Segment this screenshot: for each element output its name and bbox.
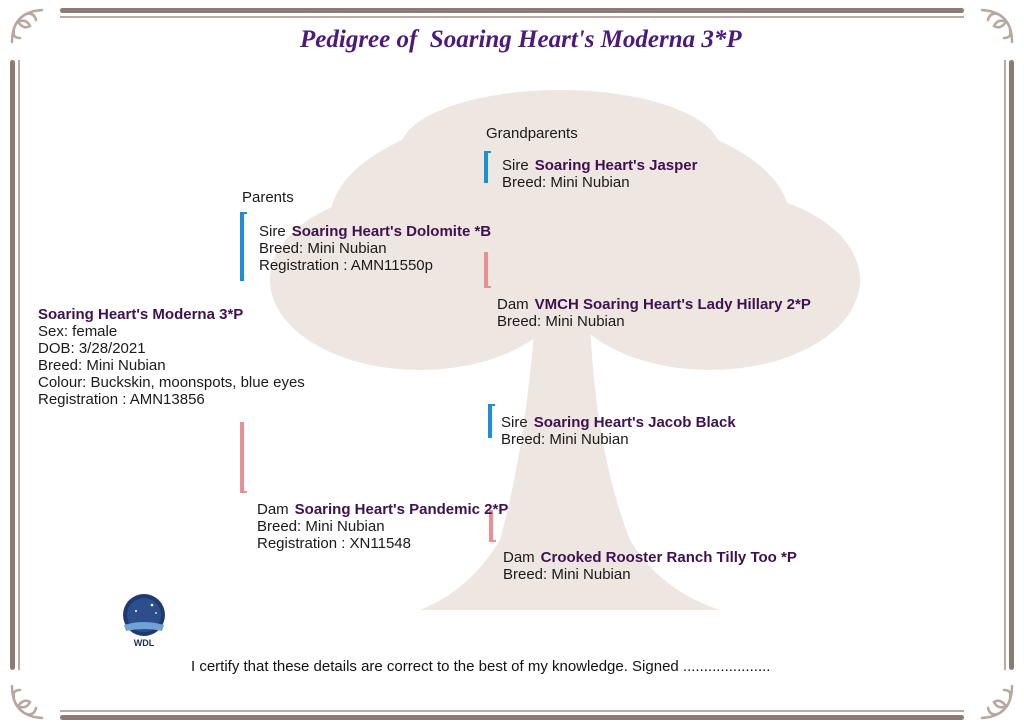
page-title: Pedigree of Soaring Heart's Moderna 3*P: [300, 26, 742, 53]
dam-role: Dam: [257, 501, 289, 518]
sire-sire-breed: Breed: Mini Nubian: [502, 174, 630, 191]
dam-bracket: [240, 422, 244, 493]
sire-name: Soaring Heart's Dolomite *B: [291, 223, 492, 240]
frame-bottom-border: [60, 715, 964, 720]
corner-ornament-bottom-left-icon: [4, 666, 64, 726]
dam-dam-name: Crooked Rooster Ranch Tilly Too *P: [540, 549, 797, 566]
sire-breed: Breed: Mini Nubian: [259, 240, 387, 257]
sire-role: Sire: [259, 223, 286, 240]
parents-label: Parents: [242, 189, 294, 206]
logo-text: WDL: [133, 638, 155, 648]
sire-entry: [259, 223, 491, 274]
sire-registration: Registration : AMN11550p: [259, 257, 433, 274]
dam-sire-bracket: [488, 404, 492, 438]
moon-logo-icon: [116, 593, 172, 639]
wdl-logo: [116, 593, 172, 651]
subject-details: [38, 306, 308, 408]
frame-top-border: [60, 8, 964, 13]
sire-bracket: [240, 212, 244, 281]
sire-dam-name: VMCH Soaring Heart's Lady Hillary 2*P: [534, 296, 811, 313]
dam-entry: [257, 501, 508, 552]
dam-dam-entry: [503, 549, 797, 583]
certification-statement: I certify that these details are correct to the best of my knowledge. Signed .....................: [191, 658, 771, 675]
corner-ornament-top-right-icon: [960, 2, 1020, 62]
dam-dam-breed: Breed: Mini Nubian: [503, 566, 631, 583]
dam-breed: Breed: Mini Nubian: [257, 518, 385, 535]
dam-sire-role: Sire: [501, 414, 528, 431]
dam-name: Soaring Heart's Pandemic 2*P: [294, 501, 509, 518]
subject-breed: Breed: Mini Nubian: [38, 357, 166, 374]
corner-ornament-top-left-icon: [4, 2, 64, 62]
dam-dam-role: Dam: [503, 549, 535, 566]
subject-colour: Colour: Buckskin, moonspots, blue eyes: [38, 374, 305, 391]
sire-sire-entry: [502, 157, 698, 191]
sire-sire-bracket: [484, 151, 488, 183]
corner-ornament-bottom-right-icon: [960, 666, 1020, 726]
subject-name: Soaring Heart's Moderna 3*P: [38, 306, 244, 323]
dam-registration: Registration : XN11548: [257, 535, 411, 552]
sire-sire-role: Sire: [502, 157, 529, 174]
sire-dam-entry: [497, 296, 811, 330]
subject-dob: DOB: 3/28/2021: [38, 340, 146, 357]
subject-registration: Registration : AMN13856: [38, 391, 205, 408]
dam-sire-name: Soaring Heart's Jacob Black: [533, 414, 736, 431]
sire-dam-role: Dam: [497, 296, 529, 313]
frame-bottom-inner-border: [60, 710, 964, 712]
subject-sex: Sex: female: [38, 323, 118, 340]
frame-left-border: [10, 60, 15, 670]
dam-sire-entry: [501, 414, 736, 448]
grandparents-label: Grandparents: [486, 125, 578, 142]
dam-sire-breed: Breed: Mini Nubian: [501, 431, 629, 448]
frame-right-border: [1009, 60, 1014, 670]
sire-dam-breed: Breed: Mini Nubian: [497, 313, 625, 330]
frame-top-inner-border: [60, 16, 964, 18]
sire-sire-name: Soaring Heart's Jasper: [534, 157, 698, 174]
frame-left-inner-border: [18, 60, 20, 670]
frame-right-inner-border: [1004, 60, 1006, 670]
